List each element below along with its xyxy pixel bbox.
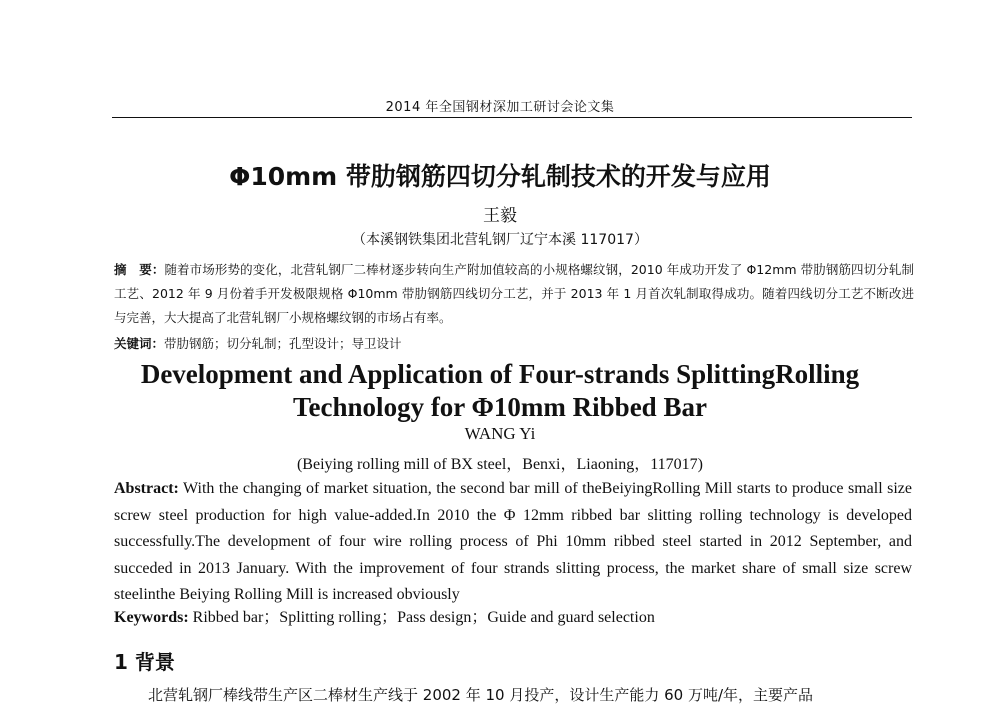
english-author: WANG Yi (464, 424, 536, 443)
english-affiliation: (Beiying rolling mill of BX steel，Benxi，Liaoning，117017) (296, 456, 704, 473)
chinese-title: Φ10mm 带肋钢筋四切分轧制技术的开发与应用 (229, 162, 771, 191)
english-title (0, 358, 1000, 424)
header-rule (112, 117, 912, 118)
chinese-keywords (114, 334, 914, 352)
chinese-abstract-text: 随着市场形势的变化，北营轧钢厂二棒材逐步转向生产附加值较高的小规格螺纹钢，2010 年成功开发了 Φ12mm 带肋钢筋四切分轧制工艺、2012 年 9 月份着手开发极限规格 Φ10mm 带肋钢筋四线切分工艺，并于 2013 年 1 月首次轧制取得成功。随着四线切分工艺不断改进与完善，大大提高了北营轧钢厂小规格螺纹钢的市场占有率。 (114, 262, 914, 325)
chinese-abstract-label: 摘 要： (114, 262, 165, 277)
section-heading: 1 背景 (114, 650, 175, 674)
body-paragraph: 北营轧钢厂棒线带生产区二棒材生产线于 2002 年 10 月投产，设计生产能力 60 万吨/年，主要产品 (148, 686, 814, 704)
english-abstract-text: With the changing of market situation, the second bar mill of theBeiyingRolling Mill starts to produce small size screw steel production for high value-added.In 2010 the Φ 12mm ribbed bar slitting rolling technology is developed successfully.The development of four wire rolling process of Phi 10mm ribbed steel started in 2012 September, and succeded in 2013 January. With the improvement of four strands slitting process, the market share of small size screw steelinthe Beiying Rolling Mill is increased obviously (114, 480, 912, 603)
chinese-abstract (114, 258, 914, 330)
chinese-keywords-label: 关键词： (114, 336, 165, 351)
english-keywords-text: Ribbed bar；Splitting rolling；Pass design；Guide and guard selection (188, 609, 655, 626)
english-abstract-label: Abstract: (114, 480, 179, 497)
chinese-author: 王毅 (483, 206, 517, 226)
english-keywords (114, 607, 912, 629)
english-keywords-label: Keywords: (114, 609, 189, 626)
running-header: 2014 年全国钢材深加工研讨会论文集 (385, 100, 615, 115)
english-title-line-2: Technology for Φ10mm Ribbed Bar (293, 392, 707, 422)
english-title-line-1: Development and Application of Four-strands SplittingRolling (140, 359, 860, 389)
english-abstract (114, 476, 912, 609)
chinese-affiliation: （本溪钢铁集团北营轧钢厂辽宁本溪 117017） (352, 232, 648, 248)
chinese-keywords-text: 带肋钢筋；切分轧制；孔型设计；导卫设计 (164, 336, 402, 351)
